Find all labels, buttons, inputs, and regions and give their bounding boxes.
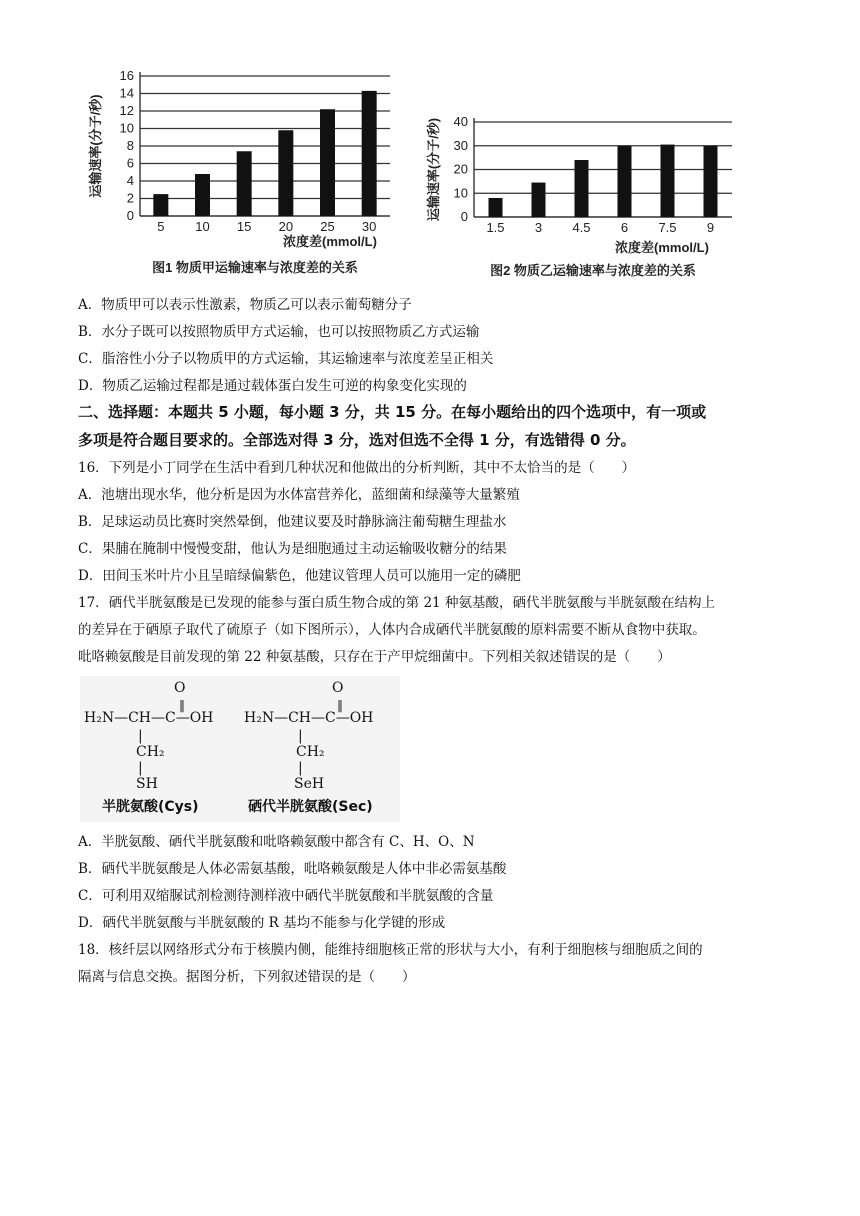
cys-backbone: H₂N—CH—C—OH [84,710,214,726]
sec-carbonyl-o: O [332,680,344,696]
bar [153,194,168,216]
y-tick-label: 12 [119,103,134,118]
q17-option-a: A．半胱氨酸、硒代半胱氨酸和吡咯赖氨酸中都含有 C、H、O、N [78,834,475,850]
q17-option-c: C．可利用双缩脲试剂检测待测样液中硒代半胱氨酸和半胱氨酸的含量 [78,888,494,904]
x-tick-label: 1.5 [486,220,505,235]
q16-option-d: D．田间玉米叶片小且呈暗绿偏紫色，他建议管理人员可以施用一定的磷肥 [78,568,521,584]
q16-option-c: C．果脯在腌制中慢慢变甜，他认为是细胞通过主动运输吸收糖分的结果 [78,541,507,557]
y-tick-label: 10 [453,185,468,201]
cys-ch2: CH₂ [136,744,165,760]
y-tick-label: 30 [453,137,468,153]
q16-stem: 16．下列是小丁同学在生活中看到几种状况和他做出的分析判断，其中不太恰当的是（ ） [78,460,636,476]
cys-caption: 半胱氨酸(Cys) [102,799,199,815]
bar [237,151,252,216]
q17-stem-line3: 吡咯赖氨酸是目前发现的第 22 种氨基酸，只存在于产甲烷细菌中。下列相关叙述错误的是（ ） [78,649,671,665]
bar [362,91,377,216]
x-axis-label: 浓度差(mmol/L) [283,234,377,249]
chart-substance-b [422,100,742,284]
y-tick-label: 4 [126,173,134,188]
y-tick-label: 8 [126,138,134,153]
x-tick-label: 6 [620,220,629,235]
q18-stem-line1: 18．核纤层以网络形式分布于核膜内侧，能维持细胞核正常的形状与大小，有利于细胞核与细胞质之间的 [78,942,703,958]
bar [704,146,718,217]
x-tick-label: 3 [534,220,543,235]
section2-heading-line2: 多项是符合题目要求的。全部选对得 3 分，选对但选不全得 1 分，有选错得 0 分。 [78,431,636,449]
x-tick-label: 15 [236,219,252,234]
q18-stem-line2: 隔离与信息交换。据图分析，下列叙述错误的是（ ） [78,969,416,985]
y-tick-label: 40 [453,114,468,129]
bar [489,198,503,217]
cys-bond-2: | [138,760,143,776]
q17-stem-line1: 17．硒代半胱氨酸是已发现的能参与蛋白质生物合成的第 21 种氨基酸，硒代半胱氨酸与半胱氨酸在结构上 [78,595,715,611]
sec-bond-1: | [298,728,303,744]
section2-heading-line1: 二、选择题：本题共 5 小题，每小题 3 分，共 15 分。在每小题给出的四个选项中，有一项或 [78,403,707,421]
sec-r-group: SeH [294,776,325,792]
y-tick-label: 0 [460,209,468,224]
bar [278,130,293,216]
q17-option-b: B．硒代半胱氨酸是人体必需氨基酸，吡咯赖氨酸是人体中非必需氨基酸 [78,861,507,877]
chart-title: 图1 物质甲运输速率与浓度差的关系 [152,260,358,275]
y-axis-label: 运输速率(分子/秒) [426,117,441,222]
cys-r-group: SH [136,776,158,792]
x-tick-label: 9 [706,220,715,235]
q16-option-a: A．池塘出现水华，他分析是因为水体富营养化，蓝细菌和绿藻等大量繁殖 [78,487,520,503]
y-tick-label: 6 [126,155,134,171]
sec-double-bond: ‖ [337,698,343,712]
q15-option-b: B．水分子既可以按照物质甲方式运输，也可以按照物质乙方式运输 [78,324,480,340]
sec-caption: 硒代半胱氨酸(Sec) [248,799,373,815]
x-tick-label: 4.5 [572,220,591,235]
cys-carbonyl-o: O [174,680,186,696]
q17-stem-line2: 的差异在于硒原子取代了硫原子（如下图所示），人体内合成硒代半胱氨酸的原料需要不断从食物中获取。 [78,622,706,638]
bar [661,145,675,217]
sec-backbone: H₂N—CH—C—OH [244,710,374,726]
x-tick-label: 25 [320,219,335,234]
q15-option-d: D．物质乙运输过程都是通过载体蛋白发生可逆的构象变化实现的 [78,378,467,394]
x-tick-label: 5 [157,219,165,234]
sec-ch2: CH₂ [296,744,325,760]
y-tick-label: 10 [119,120,134,136]
y-tick-label: 20 [453,161,468,177]
x-tick-label: 10 [195,219,210,234]
y-axis-label: 运输速率(分子/秒) [88,94,103,198]
y-tick-label: 16 [119,68,134,83]
cys-double-bond: ‖ [179,698,185,712]
bar [575,160,589,217]
q17-option-d: D．硒代半胱氨酸与半胱氨酸的 R 基均不能参与化学键的形成 [78,915,446,931]
x-axis-label: 浓度差(mmol/L) [615,240,709,255]
chart-substance-a [82,62,412,284]
x-tick-label: 20 [278,219,294,234]
q15-option-c: C．脂溶性小分子以物质甲的方式运输，其运输速率与浓度差呈正相关 [78,351,494,367]
y-tick-label: 14 [119,85,134,101]
x-tick-label: 7.5 [658,220,677,235]
structure-figure [80,676,400,822]
bar [195,174,210,216]
q15-option-a: A．物质甲可以表示性激素，物质乙可以表示葡萄糖分子 [78,297,412,313]
bar [618,146,632,217]
cys-bond-1: | [138,728,143,744]
bar [532,183,546,217]
sec-bond-2: | [298,760,303,776]
y-tick-label: 0 [126,208,134,223]
y-tick-label: 2 [126,190,134,206]
bar [320,109,335,216]
x-tick-label: 30 [361,219,377,234]
chart-title: 图2 物质乙运输速率与浓度差的关系 [490,263,696,278]
q16-option-b: B．足球运动员比赛时突然晕倒，他建议要及时静脉滴注葡萄糖生理盐水 [78,514,507,530]
